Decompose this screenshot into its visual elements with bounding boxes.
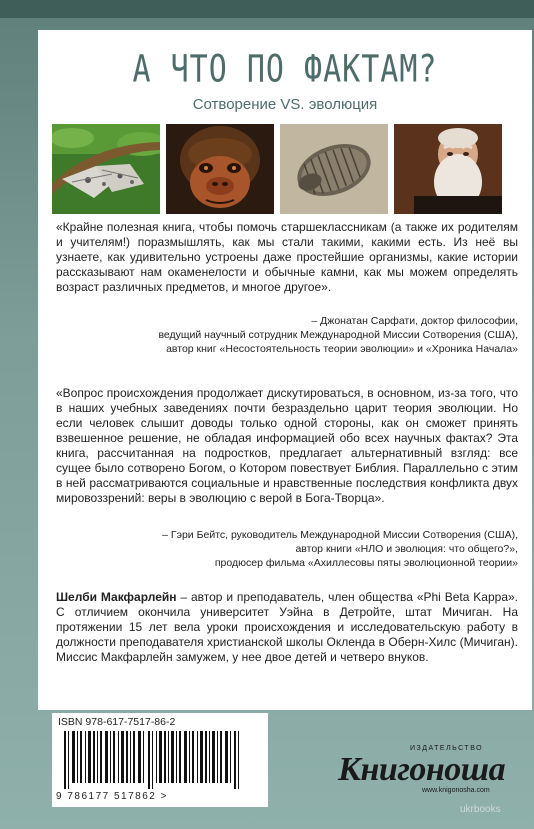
barcode-image bbox=[60, 731, 260, 789]
page-subtitle: Сотворение VS. эволюция bbox=[192, 96, 378, 113]
isbn-text: ISBN 978-617-7517-86-2 bbox=[58, 716, 176, 728]
attribution-2-line3: продюсер фильма «Ахиллесовы пяты эволюционной теории» bbox=[214, 557, 518, 569]
publisher-url: www.knigonosha.com bbox=[422, 787, 490, 794]
publisher-logo-subtitle: ИЗДАТЕЛЬСТВО bbox=[410, 745, 484, 752]
quote-2: «Вопрос происхождения продолжает дискутироваться, в основном, из-за того, что в наших учебных заведениях почти безраздельно царит теория эволюции. Но если человек слышит доводы только одной стороны, как он сможет принять взвешенное решение, не обладая информацией обо всех научных фактах? Эта книга, рассчитанная на подростков, предлагает альтернативный взгляд: все сущее было сотворено Богом, о Котором повествует Библия. Параллельно с этим в ней рассматриваются социальные и нравственные последствия конфликта двух мировоззрений: веры в эволюцию с верой в Бога-Творца». bbox=[56, 386, 518, 505]
publisher-logo bbox=[326, 745, 526, 795]
back-cover-panel bbox=[38, 30, 532, 710]
quote-1: «Крайне полезная книга, чтобы помочь старшеклассникам (а также их родителям и учителям!) поразмышлять, как мы стали такими, какими есть. Из неё вы узнаете, как удивительно устроены даже простейшие организмы, какие истории рассказывают нам окаменелости и обычные камни, как мы можем определять возраст различных предметов, и многое другое». bbox=[56, 220, 518, 294]
publisher-logo-name: Книгоноша bbox=[338, 751, 506, 788]
darwin-portrait-photo bbox=[394, 124, 502, 214]
author-bio bbox=[56, 590, 518, 665]
cover-top-strip bbox=[0, 0, 534, 18]
attribution-1-line2: ведущий научный сотрудник Международной Миссии Сотворения (США), bbox=[158, 329, 518, 341]
moth-photo bbox=[52, 124, 160, 214]
attribution-2-line1: – Гэри Бейтс, руководитель Международной Миссии Сотворения (США), bbox=[162, 529, 518, 541]
attribution-2 bbox=[58, 528, 518, 570]
attribution-2-line2: автор книги «НЛО и эволюция: что общего?», bbox=[295, 543, 518, 555]
author-name: Шелби Макфарлейн bbox=[56, 590, 177, 604]
page-title: А ЧТО ПО ФАКТАМ? bbox=[132, 47, 438, 92]
attribution-1-line3: автор книг «Несостоятельность теории эволюции» и «Хроника Начала» bbox=[166, 343, 518, 355]
attribution-1 bbox=[58, 314, 518, 356]
watermark: ukrbooks bbox=[460, 804, 501, 815]
ape-photo bbox=[166, 124, 274, 214]
attribution-1-line1: – Джонатан Сарфати, доктор философии, bbox=[311, 315, 518, 327]
trilobite-fossil-photo bbox=[280, 124, 388, 214]
barcode-box bbox=[52, 713, 268, 807]
barcode-digits: 9 786177 517862 > bbox=[56, 791, 168, 802]
author-bio-text: – автор и преподаватель, член общества «Phi Beta Kappa». С отличием окончила университет Уэйна в Детройте, штат Мичиган. На протяжении 15 лет вела уроки происхождения и исследовательскую работу в должности преподавателя христианской школы Окленда в Оберн-Хилс (Мичиган). Миссис Макфарлейн замужем, у нее двое детей и четверо внуков. bbox=[56, 590, 519, 664]
